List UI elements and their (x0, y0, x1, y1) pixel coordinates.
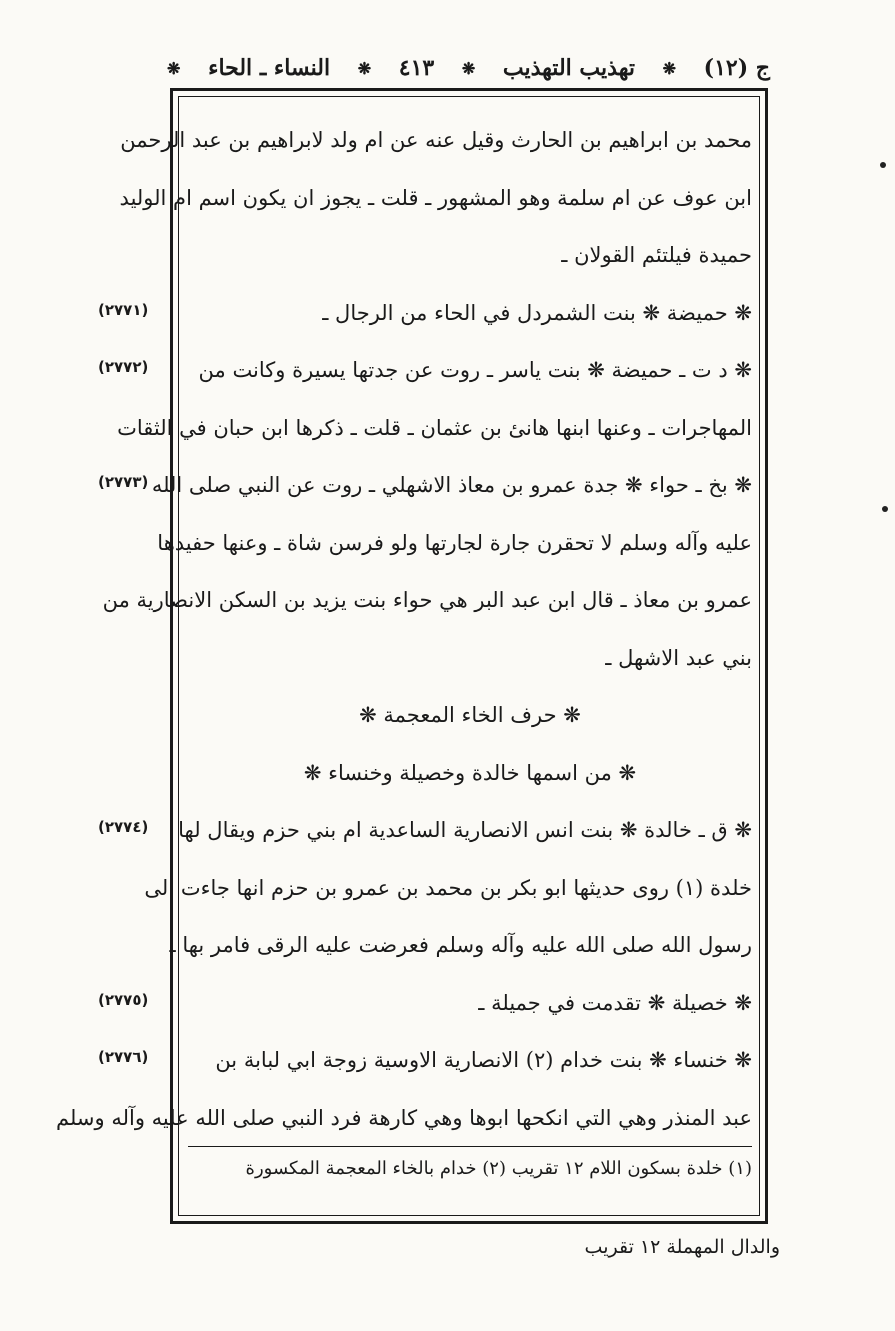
section-heading: ❋ من اسمها خالدة وخصيلة وخنساء ❋ (303, 760, 637, 785)
text-line: بني عبد الاشهل ـ (605, 645, 752, 670)
entry-number: (٢٧٧١) (98, 300, 149, 319)
entry-number: (٢٧٧٦) (98, 1048, 149, 1066)
book-title: تهذيب التهذيب (502, 55, 635, 81)
text-line: ❋ حميضة ❋ بنت الشمردل في الحاء من الرجال ـ (322, 300, 752, 325)
header-ornament-icon: ❋ (662, 58, 677, 78)
footnote: (١) خلدة بسكون اللام ١٢ تقريب (٢) خدام بالخاء المعجمة المكسورة (245, 1158, 752, 1179)
footnote-separator (188, 1146, 752, 1147)
header-ornament-icon: ❋ (461, 58, 476, 78)
entry-number: (٢٧٧٥) (98, 990, 149, 1009)
header-ornament-icon: ❋ (357, 58, 372, 78)
header-ornament-icon: ❋ (167, 58, 181, 78)
section-title: النساء ـ الحاء (208, 55, 331, 81)
text-line: عبد المنذر وهي التي انكحها ابوها وهي كارهة فرد النبي صلى الله عليه وآله وسلم (55, 1105, 752, 1130)
text-line: محمد بن ابراهيم بن الحارث وقيل عنه عن ام ولد لابراهيم بن عبد الرحمن (120, 128, 752, 152)
margin-mark (880, 162, 886, 168)
text-line: عليه وآله وسلم لا تحقرن جارة لجارتها ولو فرسن شاة ـ وعنها حفيدها (157, 530, 752, 555)
text-line: ❋ ق ـ خالدة ❋ بنت انس الانصارية الساعدية ام بني حزم ويقال لها (178, 818, 752, 842)
text-line: ❋ خنساء ❋ بنت خدام (٢) الانصارية الاوسية زوجة ابي لبابة بن (215, 1048, 752, 1072)
text-line: ❋ خصيلة ❋ تقدمت في جميلة ـ (478, 990, 752, 1015)
page-header (160, 46, 770, 90)
entry-number: (٢٧٧٢) (98, 358, 149, 376)
section-heading: ❋ حرف الخاء المعجمة ❋ (359, 703, 581, 727)
page-number: ٤١٣ (398, 55, 435, 81)
text-line: عمرو بن معاذ ـ قال ابن عبد البر هي حواء بنت يزيد بن السكن الانصارية من (102, 588, 752, 612)
text-line: ❋ د ت ـ حميضة ❋ بنت ياسر ـ روت عن جدتها يسيرة وكانت من (198, 358, 752, 382)
text-line: خلدة (١) روى حديثها ابو بكر بن محمد بن عمرو بن حزم انها جاءت الى (144, 875, 752, 900)
text-line: المهاجرات ـ وعنها ابنها هانئ بن عثمان ـ قلت ـ ذكرها ابن حبان في الثقات (117, 415, 752, 440)
text-line: حميدة فيلتئم القولان ـ (561, 243, 752, 267)
volume-label: ج (١٢) (703, 55, 770, 81)
footnote-continuation: والدال المهملة ١٢ تقريب (584, 1236, 780, 1258)
text-line: رسول الله صلى الله عليه وآله وسلم فعرضت عليه الرقى فامر بها ـ (169, 933, 752, 957)
entry-number: (٢٧٧٣) (98, 473, 149, 491)
margin-mark (882, 506, 888, 512)
entry-number: (٢٧٧٤) (98, 818, 149, 836)
text-line: ابن عوف عن ام سلمة وهو المشهور ـ قلت ـ يجوز ان يكون اسم ام الوليد (119, 185, 752, 210)
text-line: ❋ بخ ـ حواء ❋ جدة عمرو بن معاذ الاشهلي ـ روت عن النبي صلى الله (151, 473, 752, 497)
